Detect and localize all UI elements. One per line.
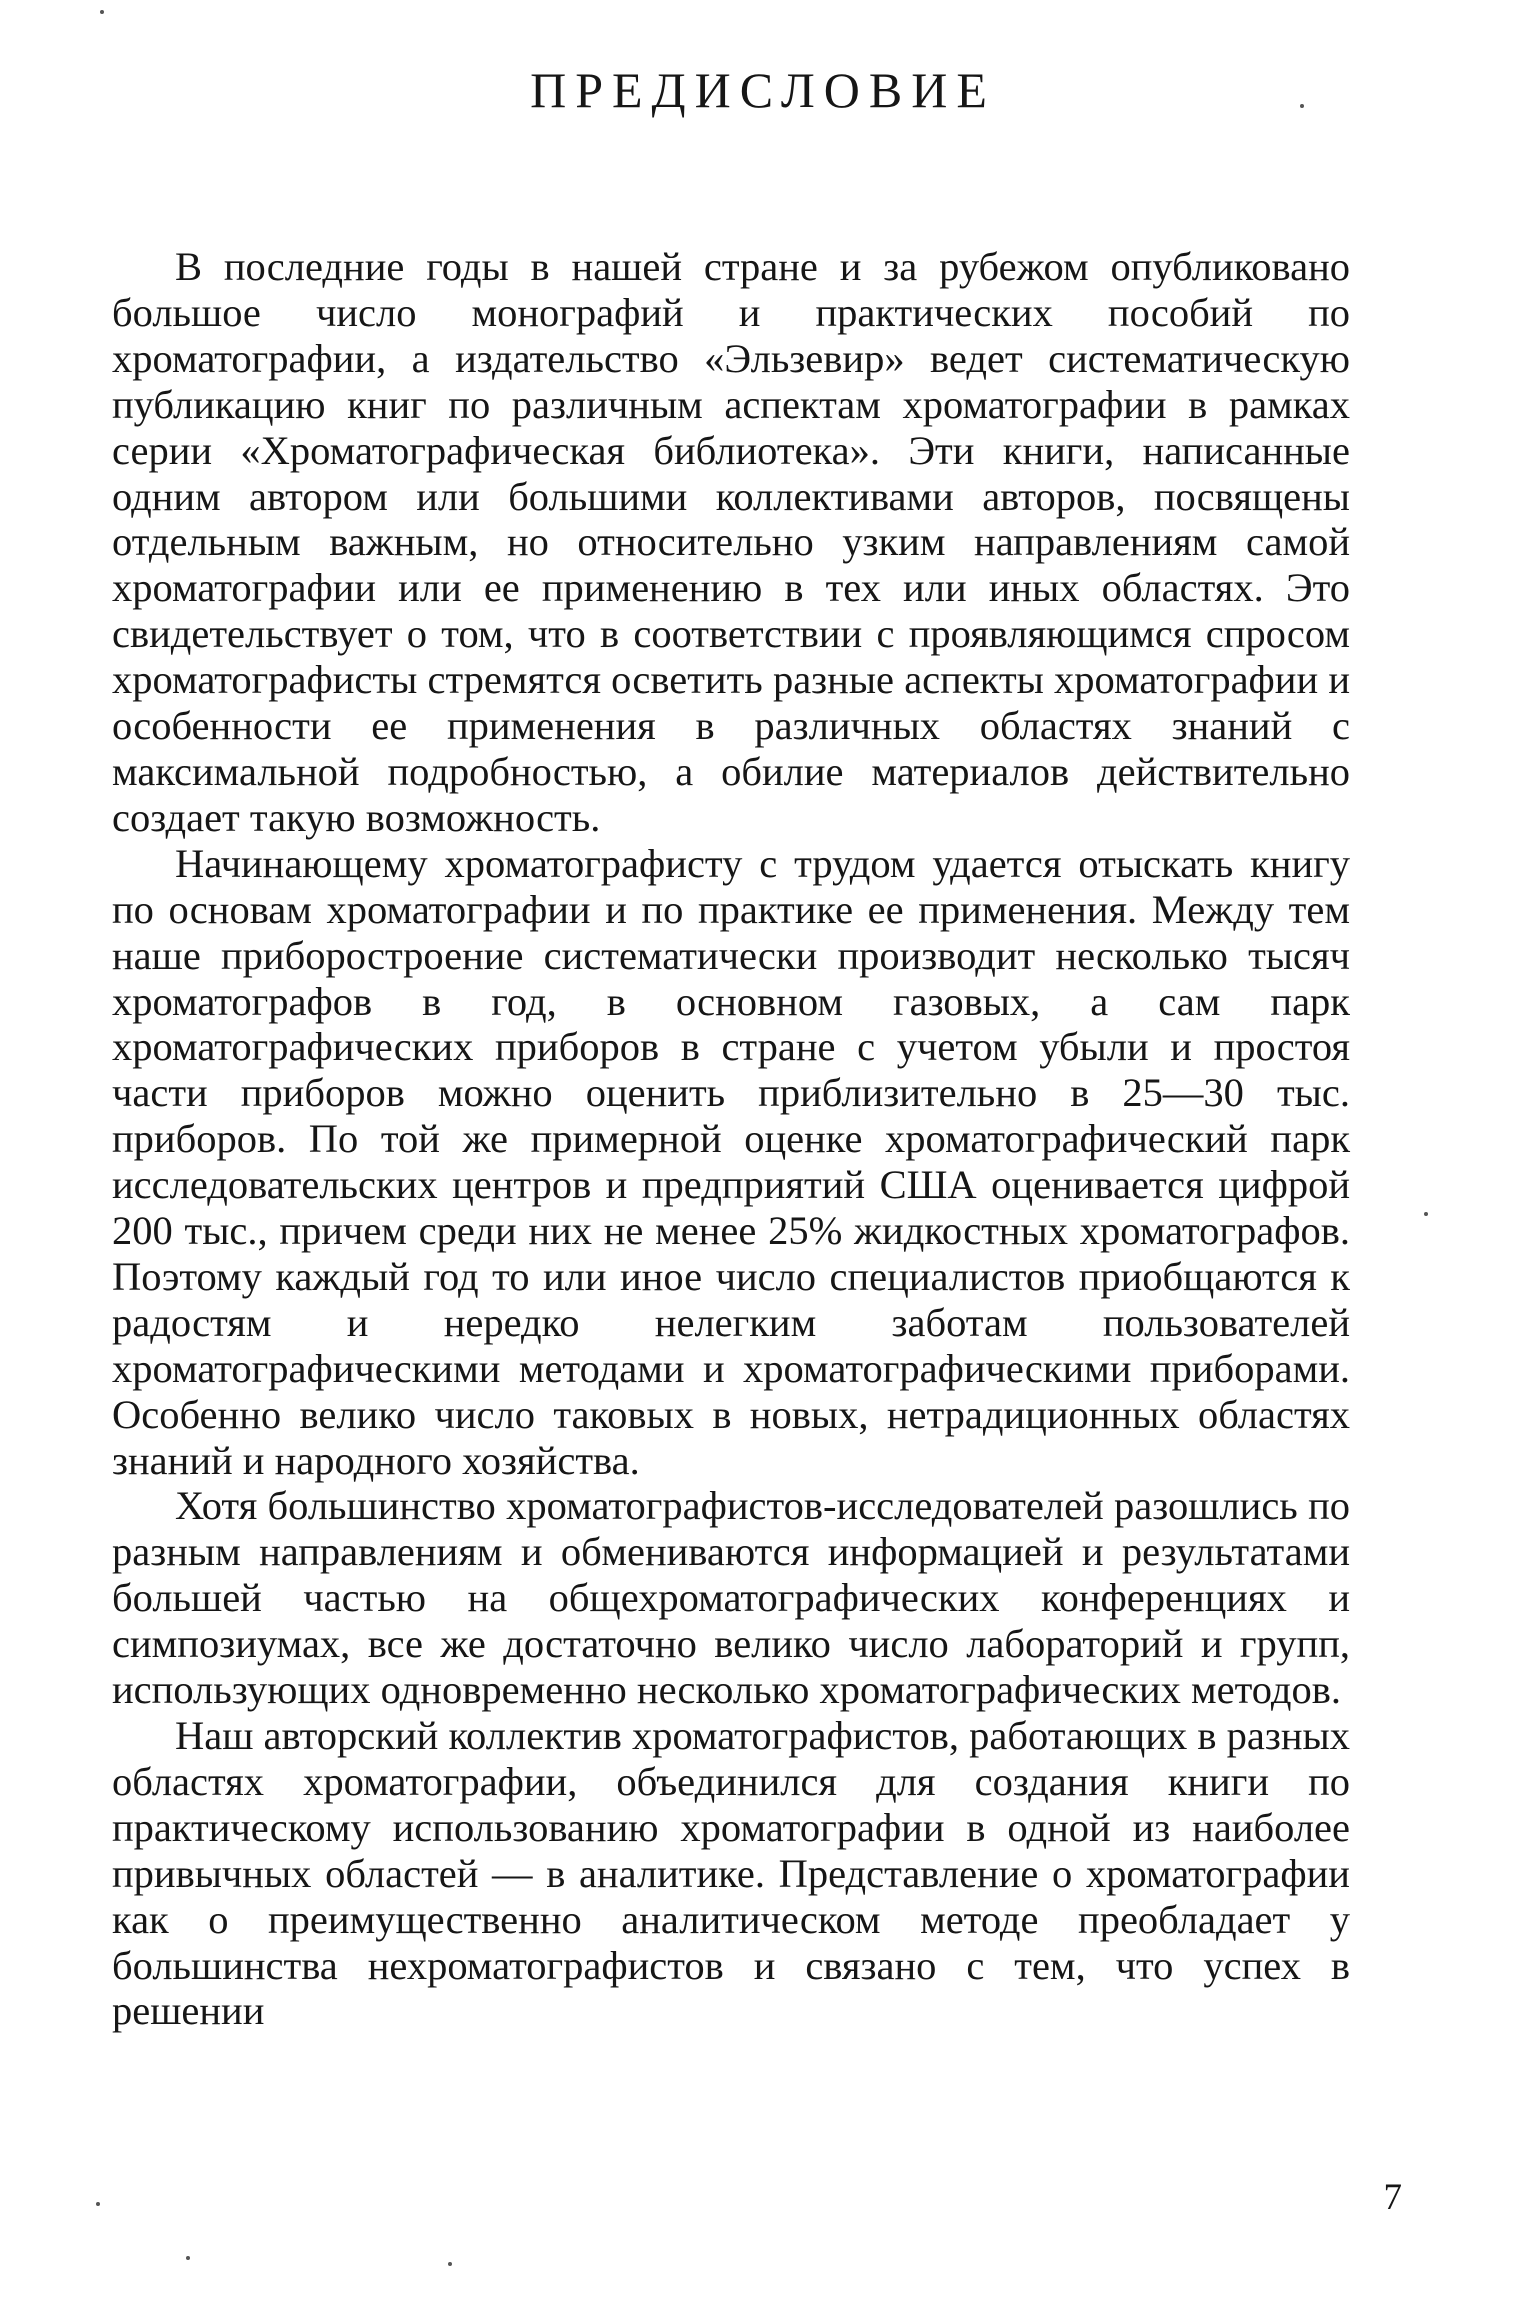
scan-speck (1424, 1212, 1428, 1216)
page-title: ПРЕДИСЛОВИЕ (530, 62, 996, 118)
paragraph-4: Наш авторский коллектив хроматографистов, работающих в разных областях хроматографии, объединился для создания книги по практическому использованию хроматографии в одной из наиболее привычных областей — в аналитике. Представление о хроматографии как о преимущественно аналитическом методе преобладает у большинства нехроматографистов и связано с тем, что успех в решении (112, 1713, 1350, 2034)
page-number: 7 (1383, 2177, 1402, 2218)
scan-speck (186, 2256, 190, 2260)
scan-speck (100, 10, 104, 14)
paragraph-1: В последние годы в нашей стране и за рубежом опубликовано большое число монографий и практических пособий по хроматографии, а издательство «Эльзевир» ведет систематическую публикацию книг по различным аспектам хроматографии в рамках серии «Хроматографическая библиотека». Эти книги, написанные одним автором или большими коллективами авторов, посвящены отдельным важным, но относительно узким направлениям самой хроматографии или ее применению в тех или иных областях. Это свидетельствует о том, что в соответствии с проявляющимся спросом хроматографисты стремятся осветить разные аспекты хроматографии и особенности ее применения в различных областях знаний с максимальной подробностью, а обилие материалов действительно создает такую возможность. (112, 244, 1350, 840)
paragraph-3: Хотя большинство хроматографистов-исследователей разошлись по разным направлениям и обмениваются информацией и результатами большей частью на общехроматографических конференциях и симпозиумах, все же достаточно велико число лабораторий и групп, использующих одновременно несколько хроматографических методов. (112, 1483, 1350, 1713)
body-text (112, 244, 1350, 2034)
scan-speck (96, 2202, 100, 2206)
scan-speck (448, 2262, 452, 2266)
scan-speck (1300, 104, 1304, 108)
paragraph-2: Начинающему хроматографисту с трудом удается отыскать книгу по основам хроматографии и по практике ее применения. Между тем наше приборостроение систематически производит несколько тысяч хроматографов в год, в основном газовых, а сам парк хроматографических приборов в стране с учетом убыли и простоя части приборов можно оценить приблизительно в 25—30 тыс. приборов. По той же примерной оценке хроматографический парк исследовательских центров и предприятий США оценивается цифрой 200 тыс., причем среди них не менее 25% жидкостных хроматографов. Поэтому каждый год то или иное число специалистов приобщаются к радостям и нередко нелегким заботам пользователей хроматографическими методами и хроматографическими приборами. Особенно велико число таковых в новых, нетрадиционных областях знаний и народного хозяйства. (112, 840, 1350, 1483)
